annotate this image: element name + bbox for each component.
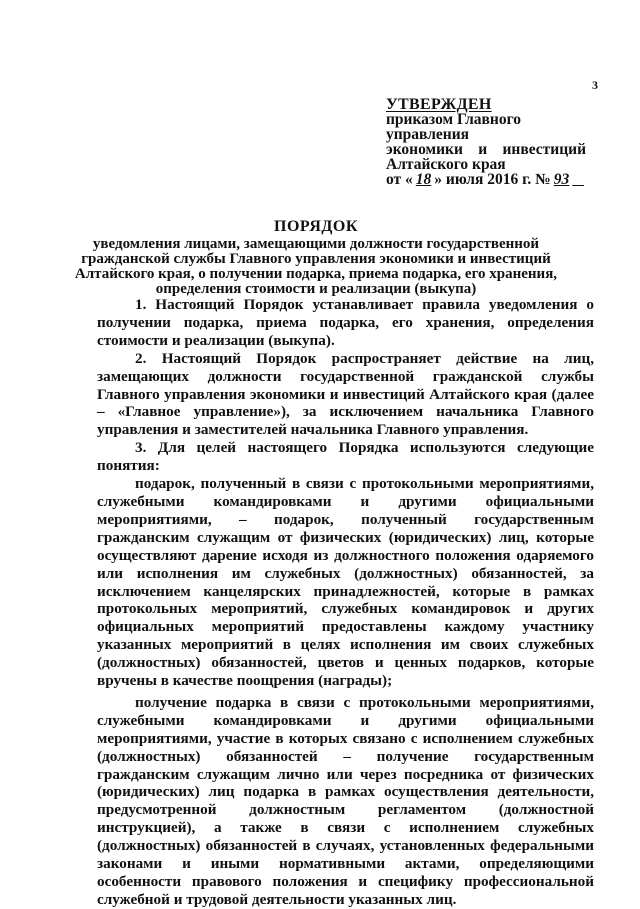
document-subtitle: уведомления лицами, замещающими должности государственной гражданской службы Главного управления экономики и инвестиций Алтайского края, о получении подарка, приема подарка, его хранения, определения стоимости и реализации (выкупа) — [74, 236, 558, 297]
approval-order-number: 93 — [553, 171, 570, 188]
approval-line-3: Алтайского края — [386, 156, 506, 173]
definition-gift-receipt: получение подарка в связи с протокольными мероприятиями, служебными командировками и другими официальными мероприятиями, участие в которых связано с исполнением служебных (должностных) обязанностей – получение государственным гражданским служащим лично или через посредника от физических (юридических) лиц подарка в рамках осуществления деятельности, предусмотренной должностным регламентом (должностной инструкцией), а также в связи с исполнением служебных (должностных) обязанностей в случаях, установленных федеральными законами и иными нормативными актами, определяющими особенности правового положения и специфику профессиональной служебной и трудовой деятельности указанных лиц. — [97, 693, 594, 908]
paragraph-2: 2. Настоящий Порядок распространяет действие на лиц, замещающих должности государственной гражданской службы Главного управления экономики и инвестиций Алтайского края (далее – «Главное управление»), за исключением начальника Главного управления и заместителей начальника Главного управления. — [97, 349, 594, 439]
document-title: ПОРЯДОК — [274, 218, 358, 235]
document-body — [97, 296, 594, 909]
approval-heading: УТВЕРЖДЕН — [386, 96, 492, 113]
approval-date-middle: » июля 2016 г. № — [434, 171, 551, 188]
document-title-block — [60, 218, 572, 297]
approval-stamp — [386, 97, 586, 187]
approval-date-prefix: от « — [386, 171, 413, 188]
paragraph-1: 1. Настоящий Порядок устанавливает правила уведомления о получении подарка, приема подарка, его хранения, определения стоимости и реализации (выкупа). — [97, 296, 594, 349]
approval-line-1: приказом Главного управления — [386, 111, 521, 143]
approval-number-underline — [572, 171, 584, 188]
page-number: 3 — [592, 78, 598, 92]
approval-date-day: 18 — [415, 171, 432, 188]
paragraph-3: 3. Для целей настоящего Порядка используются следующие понятия: — [97, 439, 594, 475]
approval-line-2: экономики и инвестиций — [386, 141, 586, 158]
definition-gift: подарок, полученный в связи с протокольными мероприятиями, служебными командировками и другими официальными мероприятиями, – подарок, полученный государственным гражданским служащим от физических (юридических) лиц, которые осуществляют дарение исходя из должностного положения одаряемого или исполнения им служебных (должностных) обязанностей, за исключением канцелярских принадлежностей, которые в рамках протокольных мероприятий, служебных командировок и других официальных мероприятий предоставлены каждому участнику указанных мероприятий в целях исполнения им своих служебных (должностных) обязанностей, цветов и ценных подарков, которые вручены в качестве поощрения (награды); — [97, 475, 594, 690]
approval-date — [386, 172, 586, 187]
